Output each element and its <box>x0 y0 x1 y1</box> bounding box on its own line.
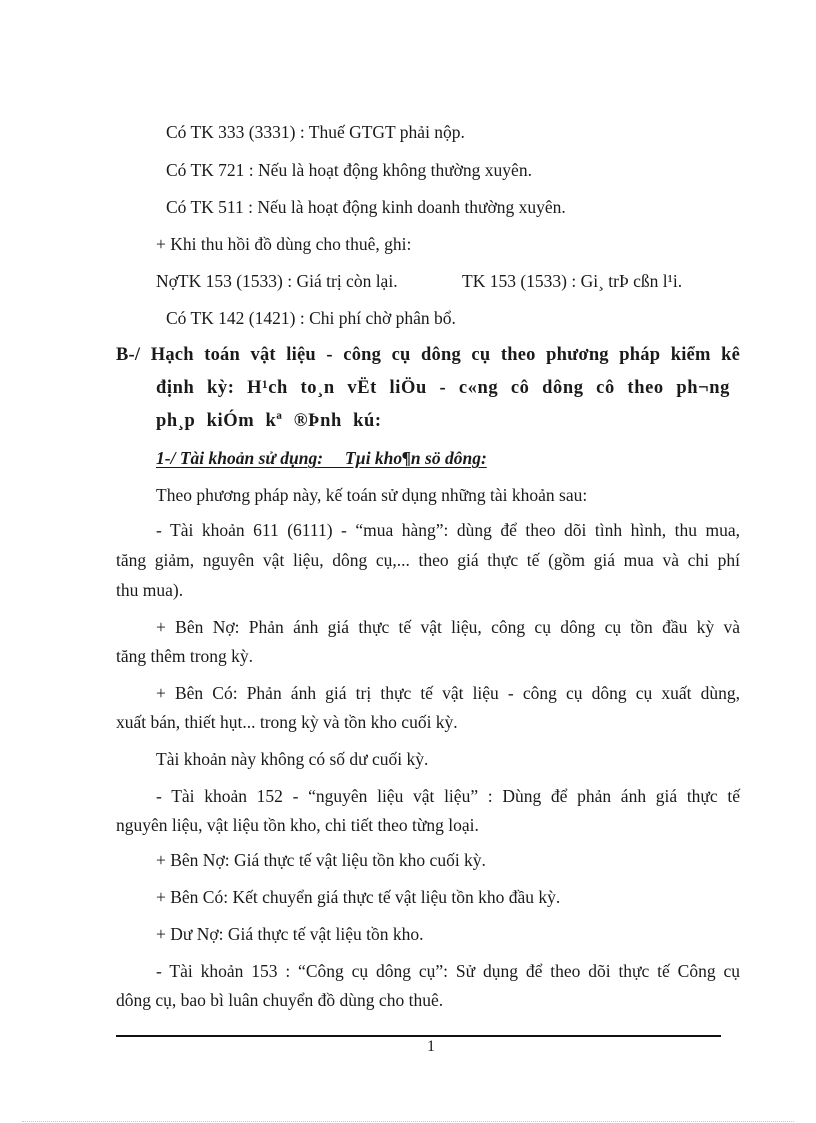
tk152-debit: + Bên Nợ: Giá thực tế vật liệu tồn kho cuối kỳ. <box>156 850 486 870</box>
entry-credit-333: Có TK 333 (3331) : Thuế GTGT phải nộp. <box>166 122 465 142</box>
entry-recovery-note: + Khi thu hồi đồ dùng cho thuê, ghi: <box>156 234 412 254</box>
tk611-credit-line2: xuất bán, thiết hụt... trong kỳ và tồn kho cuối kỳ. <box>116 712 458 732</box>
entry-debit-153-garbled: TK 153 (1533) : Gi¸ trÞ cßn l¹i. <box>462 271 683 291</box>
subsection-1-heading <box>156 446 487 470</box>
section-b-heading-line1: B-/ Hạch toán vật liệu - công cụ dông cụ theo phương pháp kiểm kê <box>116 345 740 365</box>
page-bottom-border <box>22 1121 794 1122</box>
tk611-desc-line3: thu mua). <box>116 580 184 600</box>
subsection-1-title: 1-/ Tài khoản sử dụng: <box>156 448 324 468</box>
tk611-desc-line2: tăng giảm, nguyên vật liệu, dông cụ,... theo giá thực tế (gồm giá mua và chi phí <box>116 550 740 570</box>
entry-credit-142: Có TK 142 (1421) : Chi phí chờ phân bổ. <box>166 308 456 328</box>
page-number: 1 <box>427 1038 435 1055</box>
footer-divider <box>116 1035 721 1037</box>
intro-paragraph: Theo phương pháp này, kế toán sử dụng những tài khoản sau: <box>156 485 588 505</box>
tk611-desc-line1: - Tài khoản 611 (6111) - “mua hàng”: dùng để theo dõi tình hình, thu mua, <box>156 520 740 540</box>
subsection-1-title-garbled: Tµi kho¶n sö dông: <box>344 448 487 468</box>
tk152-desc-line1: - Tài khoản 152 - “nguyên liệu vật liệu” : Dùng để phản ánh giá thực tế <box>156 786 740 806</box>
section-b-heading-line2: định kỳ: H¹ch to¸n vËt liÖu - c«ng cô dông cô theo ph¬ng <box>156 378 730 398</box>
entry-credit-511: Có TK 511 : Nếu là hoạt động kinh doanh thường xuyên. <box>166 197 566 217</box>
tk611-debit-line2: tăng thêm trong kỳ. <box>116 646 254 666</box>
tk611-debit-line1: + Bên Nợ: Phản ánh giá thực tế vật liệu, công cụ dông cụ tồn đầu kỳ và <box>156 617 740 637</box>
tk153-desc-line1: - Tài khoản 153 : “Công cụ dông cụ”: Sử dụng để theo dõi thực tế Công cụ <box>156 961 740 981</box>
section-b-heading-line3: ph¸p kiÓm kª ®Þnh kú: <box>156 411 382 431</box>
tk152-balance: + Dư Nợ: Giá thực tế vật liệu tồn kho. <box>156 924 424 944</box>
tk152-desc-line2: nguyên liệu, vật liệu tồn kho, chi tiết theo từng loại. <box>116 815 479 835</box>
tk611-no-balance: Tài khoản này không có số dư cuối kỳ. <box>156 749 429 769</box>
tk611-credit-line1: + Bên Có: Phản ánh giá trị thực tế vật liệu - công cụ dông cụ xuất dùng, <box>156 683 740 703</box>
entry-credit-721: Có TK 721 : Nếu là hoạt động không thường xuyên. <box>166 160 532 180</box>
tk153-desc-line2: dông cụ, bao bì luân chuyển đồ dùng cho thuê. <box>116 990 444 1010</box>
entry-debit-153: NợTK 153 (1533) : Giá trị còn lại. <box>156 271 398 291</box>
subsection-1-gap <box>323 448 345 468</box>
tk152-credit: + Bên Có: Kết chuyển giá thực tế vật liệu tồn kho đầu kỳ. <box>156 887 561 907</box>
